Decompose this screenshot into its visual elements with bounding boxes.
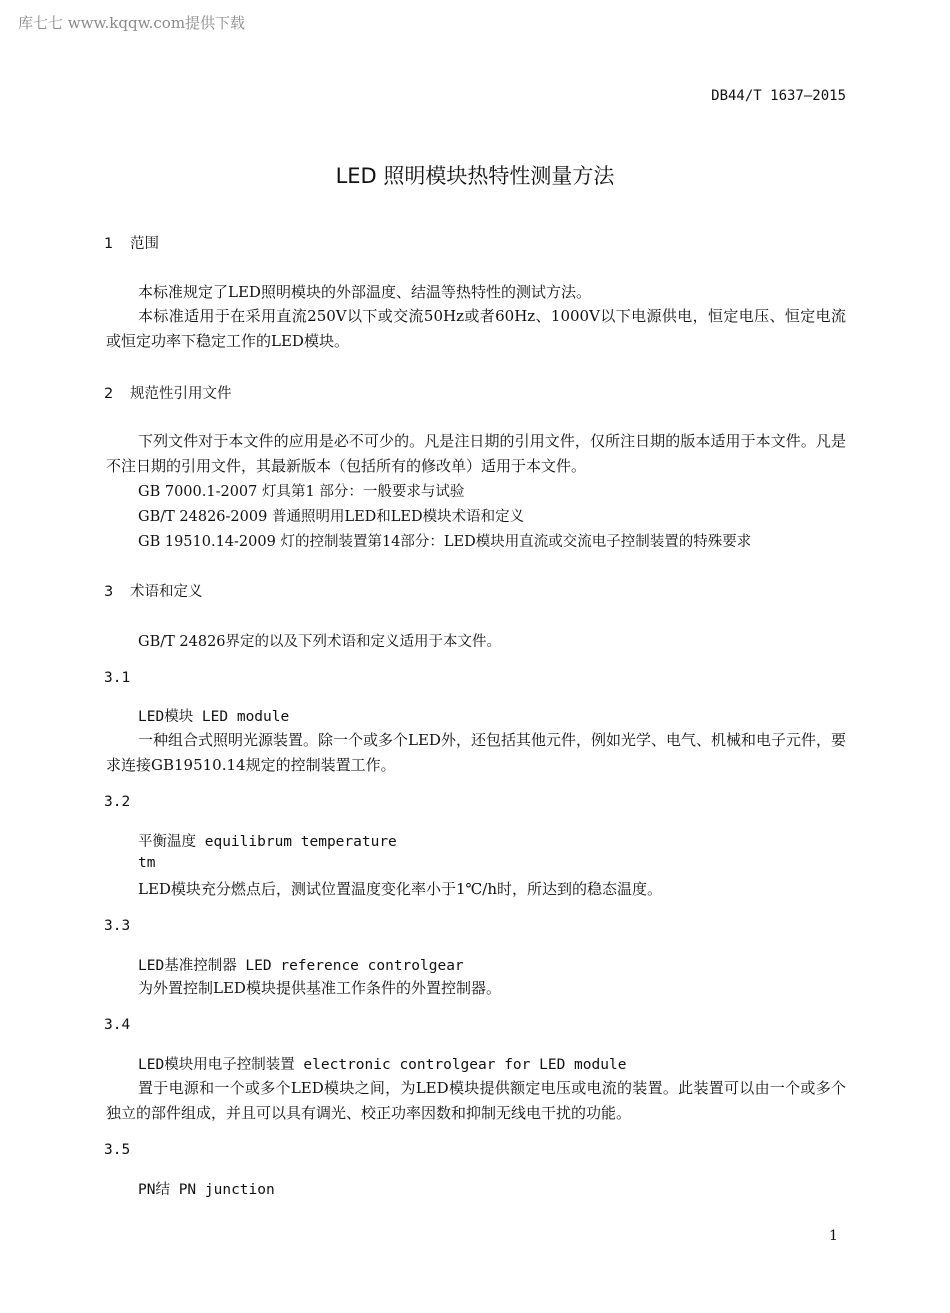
section-heading-terms: [104, 580, 203, 601]
clause-number: 3.2: [104, 794, 131, 810]
document-id: DB44/T 1637—2015: [711, 88, 846, 104]
term-symbol: tm: [138, 855, 156, 871]
term-heading: LED基准控制器 LED reference controlgear: [138, 958, 464, 974]
clause-number: 3.1: [104, 670, 131, 686]
term-heading: 平衡温度 equilibrum temperature: [138, 834, 397, 850]
page-number: 1: [829, 1228, 838, 1244]
term-heading: LED模块用电子控制装置 electronic controlgear for LED module: [138, 1057, 627, 1073]
clause-number: 3.5: [104, 1142, 131, 1158]
clause-number: 3.4: [104, 1017, 131, 1033]
term-definition: 为外置控制LED模块提供基准工作条件的外置控制器。: [138, 979, 501, 997]
reference-item: GB 7000.1-2007 灯具第1 部分：一般要求与试验: [138, 484, 465, 500]
section-heading-scope: [104, 232, 159, 253]
watermark-text: 库七七 www.kqqw.com提供下载: [18, 14, 246, 32]
section-number: 3: [104, 584, 114, 600]
section-title: 规范性引用文件: [130, 386, 232, 402]
page-title: LED 照明模块热特性测量方法: [335, 164, 615, 188]
section-number: 2: [104, 386, 114, 402]
paragraph: GB/T 24826界定的以及下列术语和定义适用于本文件。: [138, 634, 502, 650]
reference-item: GB 19510.14-2009 灯的控制装置第14部分：LED模块用直流或交流电子控制装置的特殊要求: [138, 534, 752, 550]
term-heading: PN结 PN junction: [138, 1182, 275, 1198]
paragraph: 本标准适用于在采用直流250V以下或交流50Hz或者60Hz、1000V以下电源供电，恒定电压、恒定电流或恒定功率下稳定工作的LED模块。: [106, 307, 846, 350]
term-heading: LED模块 LED module: [138, 709, 290, 725]
paragraph: 下列文件对于本文件的应用是必不可少的。凡是注日期的引用文件，仅所注日期的版本适用于本文件。凡是不注日期的引用文件，其最新版本（包括所有的修改单）适用于本文件。: [106, 432, 846, 475]
clause-number: 3.3: [104, 918, 131, 934]
term-definition: 一种组合式照明光源装置。除一个或多个LED外，还包括其他元件，例如光学、电气、机械和电子元件，要求连接GB19510.14规定的控制装置工作。: [106, 731, 846, 774]
section-title: 范围: [130, 236, 159, 252]
term-definition: LED模块充分燃点后，测试位置温度变化率小于1℃/h时，所达到的稳态温度。: [138, 880, 662, 898]
section-number: 1: [104, 236, 114, 252]
section-heading-normative-references: [104, 382, 232, 403]
section-title: 术语和定义: [130, 584, 203, 600]
reference-item: GB/T 24826-2009 普通照明用LED和LED模块术语和定义: [138, 509, 525, 525]
term-definition: 置于电源和一个或多个LED模块之间，为LED模块提供额定电压或电流的装置。此装置可以由一个或多个独立的部件组成，并且可以具有调光、校正功率因数和抑制无线电干扰的功能。: [106, 1079, 846, 1122]
paragraph: 本标准规定了LED照明模块的外部温度、结温等热特性的测试方法。: [138, 283, 591, 301]
